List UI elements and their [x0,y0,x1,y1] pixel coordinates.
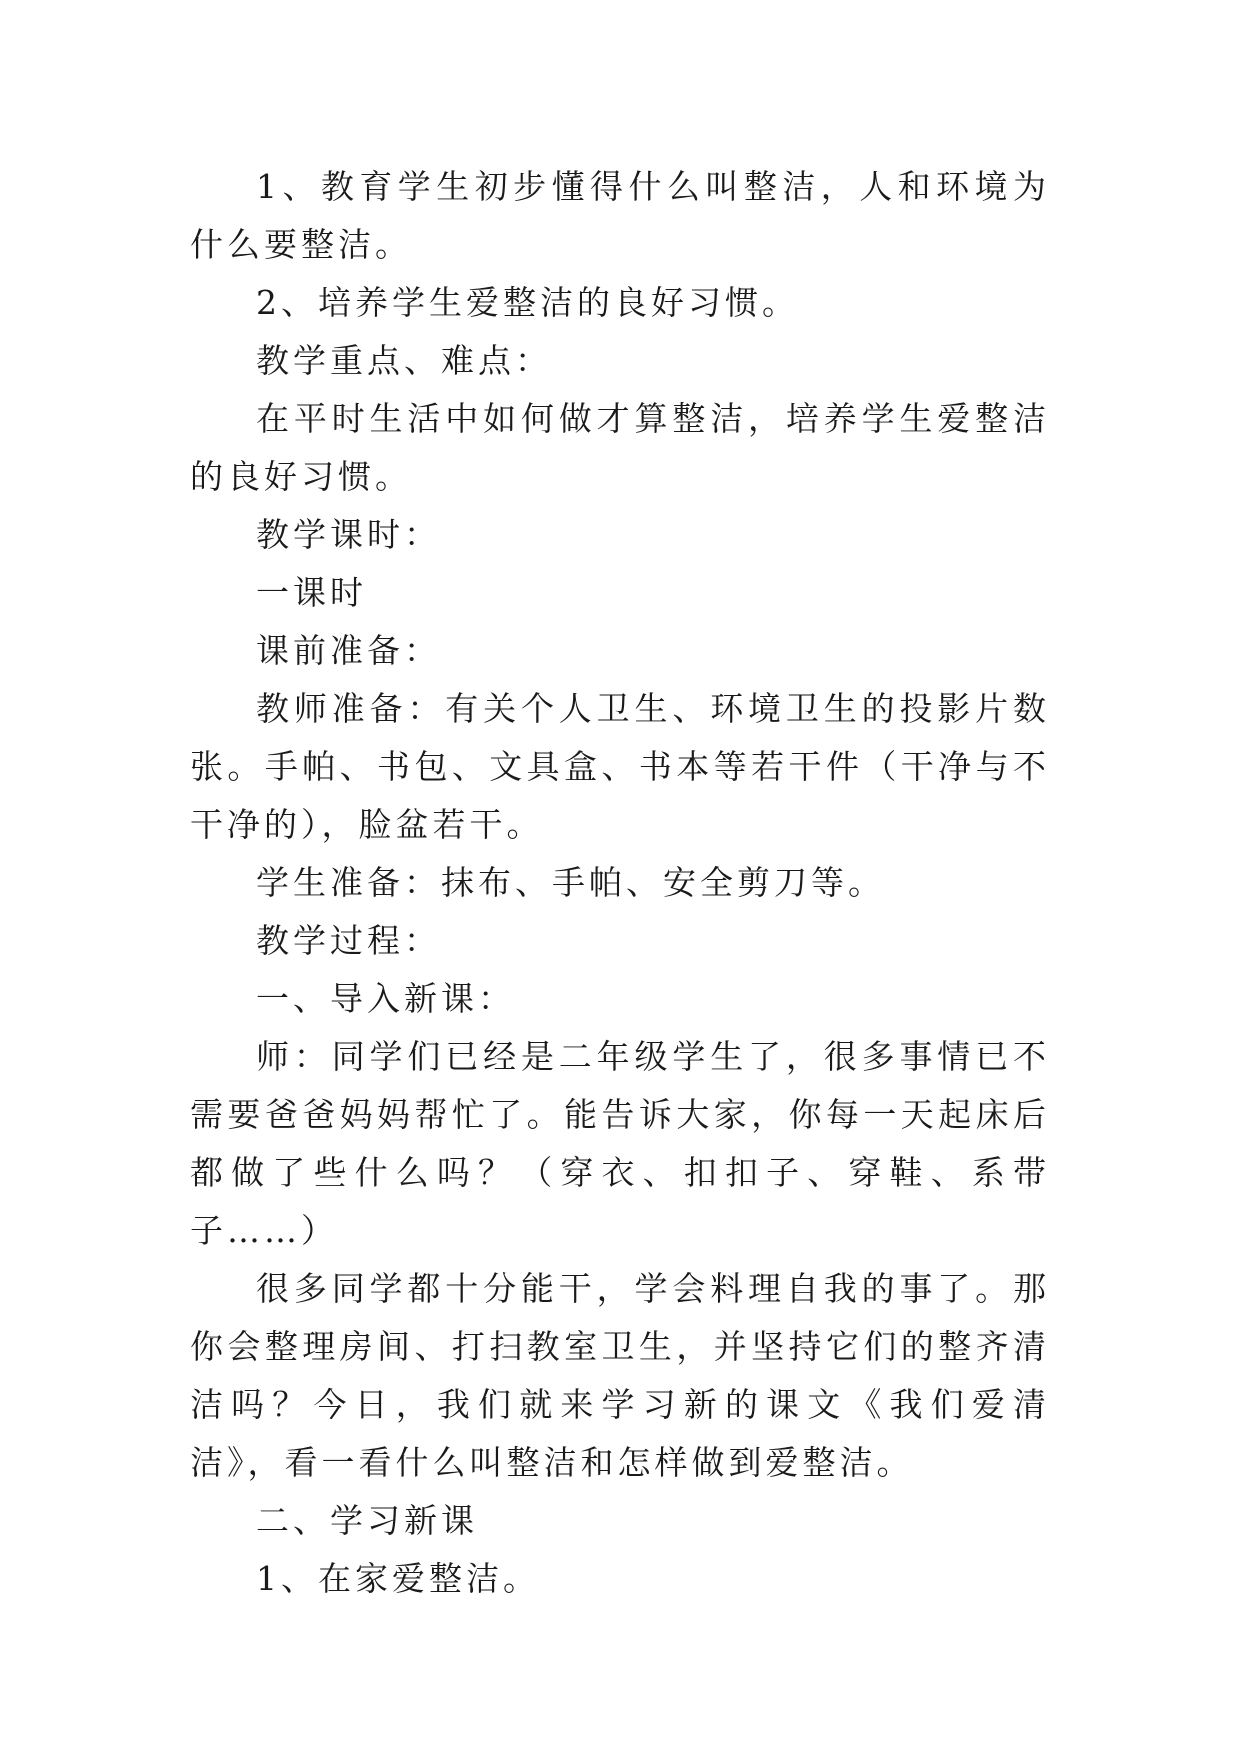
paragraph-goal-2: 2、培养学生爱整洁的良好习惯。 [256,283,799,322]
paragraph-teacher-talk: 师：同学们已经是二年级学生了，很多事情已不需要爸爸妈妈帮忙了。能告诉大家，你每一天起床后都做了些什么吗？（穿衣、扣扣子、穿鞋、系带子……） [190,1037,1050,1250]
paragraph-key-points: 在平时生活中如何做才算整洁，培养学生爱整洁的良好习惯。 [190,399,1050,496]
heading-preparation: 课前准备： [256,631,441,670]
paragraph-home-clean: 1、在家爱整洁。 [256,1559,540,1598]
paragraph-class-hours: 一课时 [256,573,367,612]
heading-intro: 一、导入新课： [256,979,515,1018]
paragraph-teacher-prep: 教师准备：有关个人卫生、环境卫生的投影片数张。手帕、书包、文具盒、书本等若干件（干净与不干净的），脸盆若干。 [190,689,1050,844]
heading-key-points: 教学重点、难点： [256,341,552,380]
paragraph-goal-1: 1、教育学生初步懂得什么叫整洁，人和环境为什么要整洁。 [190,167,1050,264]
paragraph-student-prep: 学生准备：抹布、手帕、安全剪刀等。 [256,863,885,902]
paragraph-lesson-intro: 很多同学都十分能干，学会料理自我的事了。那你会整理房间、打扫教室卫生，并坚持它们的整齐清洁吗？今日，我们就来学习新的课文《我们爱清洁》，看一看什么叫整洁和怎样做到爱整洁。 [190,1269,1050,1482]
heading-new-lesson: 二、学习新课 [256,1501,478,1540]
document-page [190,158,1050,1608]
heading-process: 教学过程： [256,921,441,960]
heading-class-hours: 教学课时： [256,515,441,554]
